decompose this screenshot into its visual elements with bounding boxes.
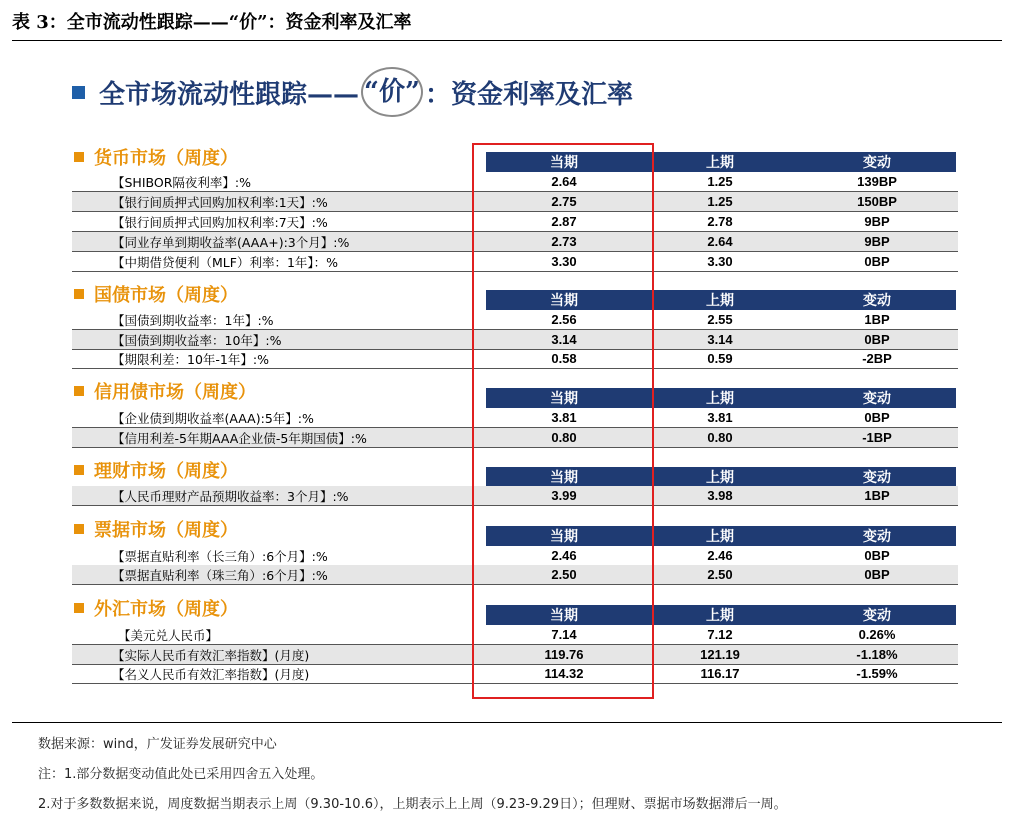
table-row: 【国债到期收益率：10年】:% 3.14 3.14 0BP [72, 330, 958, 350]
table-row: 【企业债到期收益率(AAA):5年】:% 3.81 3.81 0BP [72, 408, 958, 428]
column-header: 当期 上期 变动 [486, 467, 956, 487]
current-column-highlight-box [472, 143, 654, 699]
section-title-credit-market: 信用债市场（周度） [74, 379, 256, 403]
table-row: 【期限利差：10年-1年】:% 0.58 0.59 -2BP [72, 349, 958, 369]
footnote-1: 注：1.部分数据变动值此处已采用四舍五入处理。 [38, 767, 324, 782]
column-header: 当期 上期 变动 [486, 290, 956, 310]
section-square-icon [74, 603, 84, 613]
title-prefix: 全市场流动性跟踪—— [99, 79, 360, 110]
circled-price-label: “价” [361, 67, 423, 117]
table-row: 【票据直贴利率（珠三角）:6个月】:% 2.50 2.50 0BP [72, 565, 958, 585]
table-row: 【美元兑人民币】 7.14 7.12 0.26% [72, 625, 958, 645]
table-row: 【信用利差-5年期AAA企业债-5年期国债】:% 0.80 0.80 -1BP [72, 428, 958, 448]
section-square-icon [74, 524, 84, 534]
column-header: 当期 上期 变动 [486, 152, 956, 172]
section-title-money-market: 货币市场（周度） [74, 145, 238, 169]
table-row: 【实际人民币有效汇率指数】(月度) 119.76 121.19 -1.18% [72, 645, 958, 665]
section-title-wealth-market: 理财市场（周度） [74, 458, 238, 482]
source-note: 数据来源：wind，广发证券发展研究中心 [38, 737, 277, 752]
title-square-icon [72, 86, 85, 99]
table-row: 【名义人民币有效汇率指数】(月度) 114.32 116.17 -1.59% [72, 664, 958, 684]
footnote-2: 2.对于多数数据来说，周度数据当期表示上周（9.30-10.6），上期表示上上周（9.23-9.29日）；但理财、票据市场数据滞后一周。 [38, 797, 787, 812]
table-row: 【中期借贷便利（MLF）利率：1年】：% 3.30 3.30 0BP [72, 252, 958, 272]
section-square-icon [74, 465, 84, 475]
table-row: 【人民币理财产品预期收益率：3个月】:% 3.99 3.98 1BP [72, 486, 958, 506]
table-row: 【银行间质押式回购加权利率:1天】:% 2.75 1.25 150BP [72, 192, 958, 212]
section-square-icon [74, 152, 84, 162]
section-title-bill-market: 票据市场（周度） [74, 517, 238, 541]
page-title [72, 62, 633, 122]
title-suffix: ：资金利率及汇率 [425, 79, 634, 110]
table-row: 【银行间质押式回购加权利率:7天】:% 2.87 2.78 9BP [72, 212, 958, 232]
column-header: 当期 上期 变动 [486, 605, 956, 625]
section-square-icon [74, 386, 84, 396]
section-title-treasury-market: 国债市场（周度） [74, 282, 238, 306]
table-row: 【同业存单到期收益率(AAA+):3个月】:% 2.73 2.64 9BP [72, 232, 958, 252]
table-row: 【票据直贴利率（长三角）:6个月】:% 2.46 2.46 0BP [72, 546, 958, 566]
table-row: 【国债到期收益率：1年】:% 2.56 2.55 1BP [72, 310, 958, 330]
column-header: 当期 上期 变动 [486, 388, 956, 408]
table-row: 【SHIBOR隔夜利率】:% 2.64 1.25 139BP [72, 172, 958, 192]
column-header: 当期 上期 变动 [486, 526, 956, 546]
table-caption: 表 3：全市流动性跟踪——“价”：资金利率及汇率 [12, 6, 1002, 41]
section-square-icon [74, 289, 84, 299]
footer-divider [12, 722, 1002, 723]
section-title-fx-market: 外汇市场（周度） [74, 596, 238, 620]
